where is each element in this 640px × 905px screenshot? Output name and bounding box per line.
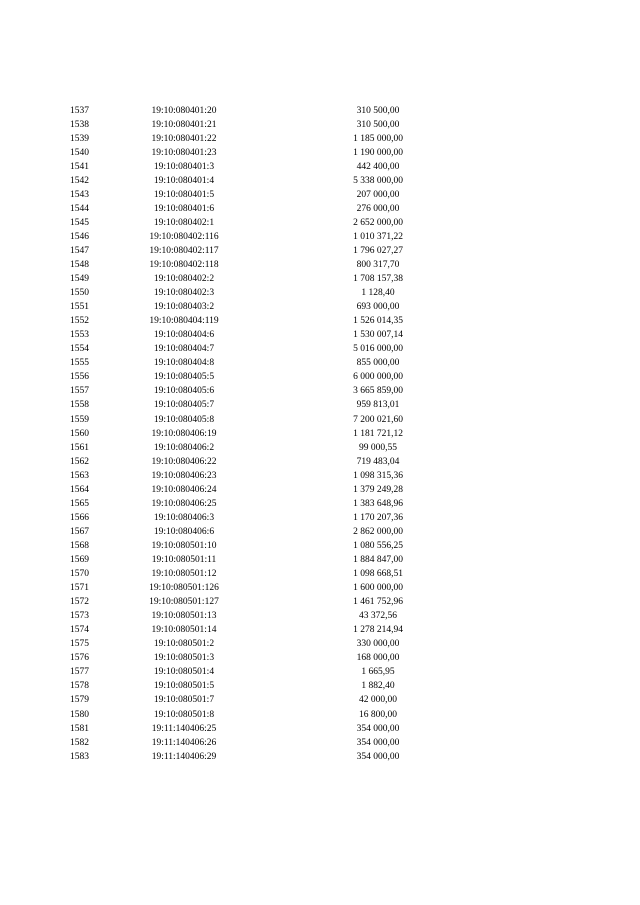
row-number: 1538 bbox=[70, 119, 89, 130]
row-number: 1561 bbox=[70, 442, 89, 453]
row-number: 1537 bbox=[70, 105, 89, 116]
table-row bbox=[0, 511, 640, 525]
table-row bbox=[0, 441, 640, 455]
table-row bbox=[0, 286, 640, 300]
table-row bbox=[0, 581, 640, 595]
row-number: 1565 bbox=[70, 498, 89, 509]
row-number: 1555 bbox=[70, 358, 89, 369]
cadastral-number: 19:11:140406:29 bbox=[151, 751, 217, 762]
cadastral-value: 354 000,00 bbox=[356, 751, 400, 762]
table-row bbox=[0, 370, 640, 384]
cadastral-number: 19:10:080501:4 bbox=[153, 667, 215, 678]
cadastral-value: 43 372,56 bbox=[359, 611, 397, 622]
cadastral-value: 1 526 014,35 bbox=[353, 316, 403, 327]
table-row bbox=[0, 665, 640, 679]
row-number: 1573 bbox=[70, 611, 89, 622]
cadastral-value: 310 500,00 bbox=[356, 119, 400, 130]
cadastral-value: 1 882,40 bbox=[361, 681, 395, 692]
cadastral-number: 19:10:080404:8 bbox=[153, 358, 215, 369]
cadastral-number: 19:10:080406:22 bbox=[151, 456, 217, 467]
row-number: 1572 bbox=[70, 597, 89, 608]
cadastral-value: 207 000,00 bbox=[356, 189, 400, 200]
row-number: 1568 bbox=[70, 540, 89, 551]
cadastral-value: 800 317,70 bbox=[356, 260, 400, 271]
cadastral-number: 19:10:080404:119 bbox=[149, 316, 219, 327]
row-number: 1556 bbox=[70, 372, 89, 383]
row-number: 1562 bbox=[70, 456, 89, 467]
table-row bbox=[0, 483, 640, 497]
cadastral-value: 959 813,01 bbox=[356, 400, 400, 411]
data-table bbox=[0, 104, 640, 764]
cadastral-value: 168 000,00 bbox=[356, 653, 400, 664]
row-number: 1541 bbox=[70, 161, 89, 172]
row-number: 1558 bbox=[70, 400, 89, 411]
cadastral-number: 19:10:080402:2 bbox=[153, 274, 215, 285]
cadastral-value: 5 016 000,00 bbox=[353, 344, 403, 355]
cadastral-number: 19:10:080406:6 bbox=[153, 526, 215, 537]
row-number: 1567 bbox=[70, 526, 89, 537]
cadastral-value: 42 000,00 bbox=[359, 695, 397, 706]
row-number: 1571 bbox=[70, 583, 89, 594]
cadastral-value: 1 128,40 bbox=[361, 288, 395, 299]
cadastral-number: 19:10:080501:126 bbox=[149, 583, 219, 594]
cadastral-value: 1 010 371,22 bbox=[353, 231, 403, 242]
row-number: 1569 bbox=[70, 555, 89, 565]
table-row bbox=[0, 104, 640, 118]
cadastral-value: 2 652 000,00 bbox=[353, 217, 403, 228]
row-number: 1559 bbox=[70, 414, 89, 425]
table-row bbox=[0, 328, 640, 342]
cadastral-value: 3 665 859,00 bbox=[353, 386, 403, 397]
table-row bbox=[0, 595, 640, 609]
cadastral-value: 1 383 648,96 bbox=[353, 498, 403, 509]
cadastral-number: 19:10:080405:8 bbox=[153, 414, 215, 425]
row-number: 1546 bbox=[70, 231, 89, 242]
table-row bbox=[0, 750, 640, 764]
table-row bbox=[0, 693, 640, 707]
table-row bbox=[0, 679, 640, 693]
cadastral-value: 1 098 668,51 bbox=[353, 569, 403, 580]
cadastral-value: 1 170 207,36 bbox=[353, 512, 403, 523]
table-row bbox=[0, 497, 640, 511]
table-row bbox=[0, 609, 640, 623]
cadastral-value: 719 483,04 bbox=[356, 456, 400, 467]
cadastral-number: 19:10:080406:19 bbox=[151, 428, 217, 439]
table-row bbox=[0, 258, 640, 272]
cadastral-number: 19:10:080401:22 bbox=[151, 133, 217, 144]
cadastral-number: 19:10:080401:3 bbox=[153, 161, 215, 172]
cadastral-value: 310 500,00 bbox=[356, 105, 400, 116]
row-number: 1582 bbox=[70, 737, 89, 748]
row-number: 1543 bbox=[70, 189, 89, 200]
cadastral-number: 19:10:080404:6 bbox=[153, 330, 215, 341]
table-row bbox=[0, 272, 640, 286]
cadastral-number: 19:10:080402:118 bbox=[149, 260, 219, 271]
cadastral-value: 2 862 000,00 bbox=[353, 526, 403, 537]
cadastral-value: 16 800,00 bbox=[359, 709, 397, 720]
cadastral-value: 1 190 000,00 bbox=[353, 147, 403, 158]
table-row bbox=[0, 118, 640, 132]
row-number: 1539 bbox=[70, 133, 89, 144]
cadastral-value: 1 600 000,00 bbox=[353, 583, 403, 594]
row-number: 1545 bbox=[70, 217, 89, 228]
row-number: 1549 bbox=[70, 274, 89, 285]
cadastral-value: 276 000,00 bbox=[356, 203, 400, 214]
table-row bbox=[0, 427, 640, 441]
cadastral-number: 19:10:080402:116 bbox=[149, 231, 219, 242]
table-row bbox=[0, 174, 640, 188]
cadastral-value: 1 665,95 bbox=[361, 667, 395, 678]
cadastral-number: 19:10:080501:11 bbox=[151, 555, 217, 565]
row-number: 1580 bbox=[70, 709, 89, 720]
cadastral-number: 19:10:080401:21 bbox=[151, 119, 217, 130]
cadastral-number: 19:10:080501:7 bbox=[153, 695, 215, 706]
table-row bbox=[0, 398, 640, 412]
table-row bbox=[0, 567, 640, 581]
table-row bbox=[0, 525, 640, 539]
cadastral-number: 19:10:080501:3 bbox=[153, 653, 215, 664]
row-number: 1552 bbox=[70, 316, 89, 327]
cadastral-number: 19:10:080501:5 bbox=[153, 681, 215, 692]
cadastral-value: 1 379 249,28 bbox=[353, 484, 403, 495]
row-number: 1575 bbox=[70, 639, 89, 650]
table-row bbox=[0, 722, 640, 736]
cadastral-number: 19:10:080401:6 bbox=[153, 203, 215, 214]
cadastral-number: 19:10:080501:10 bbox=[151, 540, 217, 551]
row-number: 1547 bbox=[70, 245, 89, 256]
cadastral-number: 19:10:080401:5 bbox=[153, 189, 215, 200]
cadastral-number: 19:10:080406:2 bbox=[153, 442, 215, 453]
table-row bbox=[0, 216, 640, 230]
cadastral-number: 19:10:080406:25 bbox=[151, 498, 217, 509]
row-number: 1550 bbox=[70, 288, 89, 299]
row-number: 1548 bbox=[70, 260, 89, 271]
cadastral-value: 1 080 556,25 bbox=[353, 540, 403, 551]
row-number: 1574 bbox=[70, 625, 89, 636]
row-number: 1564 bbox=[70, 484, 89, 495]
cadastral-value: 354 000,00 bbox=[356, 737, 400, 748]
row-number: 1570 bbox=[70, 569, 89, 580]
cadastral-number: 19:10:080501:127 bbox=[149, 597, 219, 608]
table-row bbox=[0, 342, 640, 356]
table-row bbox=[0, 469, 640, 483]
cadastral-number: 19:10:080501:12 bbox=[151, 569, 217, 580]
cadastral-value: 354 000,00 bbox=[356, 723, 400, 734]
cadastral-value: 1 278 214,94 bbox=[353, 625, 403, 636]
table-row bbox=[0, 160, 640, 174]
table-row bbox=[0, 455, 640, 469]
cadastral-value: 1 796 027,27 bbox=[353, 245, 403, 256]
cadastral-number: 19:11:140406:26 bbox=[151, 737, 217, 748]
cadastral-number: 19:10:080501:13 bbox=[151, 611, 217, 622]
cadastral-number: 19:10:080403:2 bbox=[153, 302, 215, 313]
cadastral-value: 7 200 021,60 bbox=[353, 414, 403, 425]
cadastral-number: 19:10:080401:20 bbox=[151, 105, 217, 116]
cadastral-number: 19:10:080406:24 bbox=[151, 484, 217, 495]
cadastral-value: 99 000,55 bbox=[359, 442, 397, 453]
row-number: 1551 bbox=[70, 302, 89, 313]
cadastral-value: 5 338 000,00 bbox=[353, 175, 403, 186]
cadastral-number: 19:10:080404:7 bbox=[153, 344, 215, 355]
cadastral-value: 1 708 157,38 bbox=[353, 274, 403, 285]
table-row bbox=[0, 708, 640, 722]
row-number: 1581 bbox=[70, 723, 89, 734]
cadastral-value: 1 884 847,00 bbox=[353, 555, 403, 565]
cadastral-value: 1 181 721,12 bbox=[353, 428, 403, 439]
row-number: 1566 bbox=[70, 512, 89, 523]
row-number: 1578 bbox=[70, 681, 89, 692]
table-row bbox=[0, 244, 640, 258]
row-number: 1553 bbox=[70, 330, 89, 341]
cadastral-number: 19:10:080405:6 bbox=[153, 386, 215, 397]
table-row bbox=[0, 314, 640, 328]
table-row bbox=[0, 202, 640, 216]
cadastral-value: 855 000,00 bbox=[356, 358, 400, 369]
row-number: 1544 bbox=[70, 203, 89, 214]
cadastral-number: 19:10:080406:23 bbox=[151, 470, 217, 481]
cadastral-value: 1 098 315,36 bbox=[353, 470, 403, 481]
cadastral-value: 442 400,00 bbox=[356, 161, 400, 172]
row-number: 1583 bbox=[70, 751, 89, 762]
cadastral-value: 1 185 000,00 bbox=[353, 133, 403, 144]
cadastral-number: 19:10:080501:8 bbox=[153, 709, 215, 720]
table-row bbox=[0, 384, 640, 398]
cadastral-value: 693 000,00 bbox=[356, 302, 400, 313]
cadastral-number: 19:10:080401:4 bbox=[153, 175, 215, 186]
row-number: 1554 bbox=[70, 344, 89, 355]
table-row bbox=[0, 300, 640, 314]
cadastral-number: 19:10:080401:23 bbox=[151, 147, 217, 158]
cadastral-value: 1 461 752,96 bbox=[353, 597, 403, 608]
row-number: 1579 bbox=[70, 695, 89, 706]
table-row bbox=[0, 553, 640, 567]
cadastral-number: 19:10:080402:3 bbox=[153, 288, 215, 299]
cadastral-number: 19:10:080402:1 bbox=[153, 217, 215, 228]
table-row bbox=[0, 623, 640, 637]
cadastral-number: 19:10:080406:3 bbox=[153, 512, 215, 523]
cadastral-number: 19:10:080402:117 bbox=[149, 245, 219, 256]
row-number: 1540 bbox=[70, 147, 89, 158]
table-row bbox=[0, 539, 640, 553]
cadastral-number: 19:11:140406:25 bbox=[151, 723, 217, 734]
table-row bbox=[0, 146, 640, 160]
cadastral-number: 19:10:080405:5 bbox=[153, 372, 215, 383]
row-number: 1560 bbox=[70, 428, 89, 439]
table-row bbox=[0, 413, 640, 427]
cadastral-value: 330 000,00 bbox=[356, 639, 400, 650]
table-row bbox=[0, 230, 640, 244]
row-number: 1542 bbox=[70, 175, 89, 186]
row-number: 1563 bbox=[70, 470, 89, 481]
row-number: 1577 bbox=[70, 667, 89, 678]
table-row bbox=[0, 132, 640, 146]
table-row bbox=[0, 736, 640, 750]
cadastral-value: 1 530 007,14 bbox=[353, 330, 403, 341]
table-row bbox=[0, 637, 640, 651]
cadastral-value: 6 000 000,00 bbox=[353, 372, 403, 383]
cadastral-number: 19:10:080501:2 bbox=[153, 639, 215, 650]
table-row bbox=[0, 356, 640, 370]
row-number: 1557 bbox=[70, 386, 89, 397]
row-number: 1576 bbox=[70, 653, 89, 664]
cadastral-number: 19:10:080405:7 bbox=[153, 400, 215, 411]
table-row bbox=[0, 651, 640, 665]
cadastral-number: 19:10:080501:14 bbox=[151, 625, 217, 636]
table-row bbox=[0, 188, 640, 202]
